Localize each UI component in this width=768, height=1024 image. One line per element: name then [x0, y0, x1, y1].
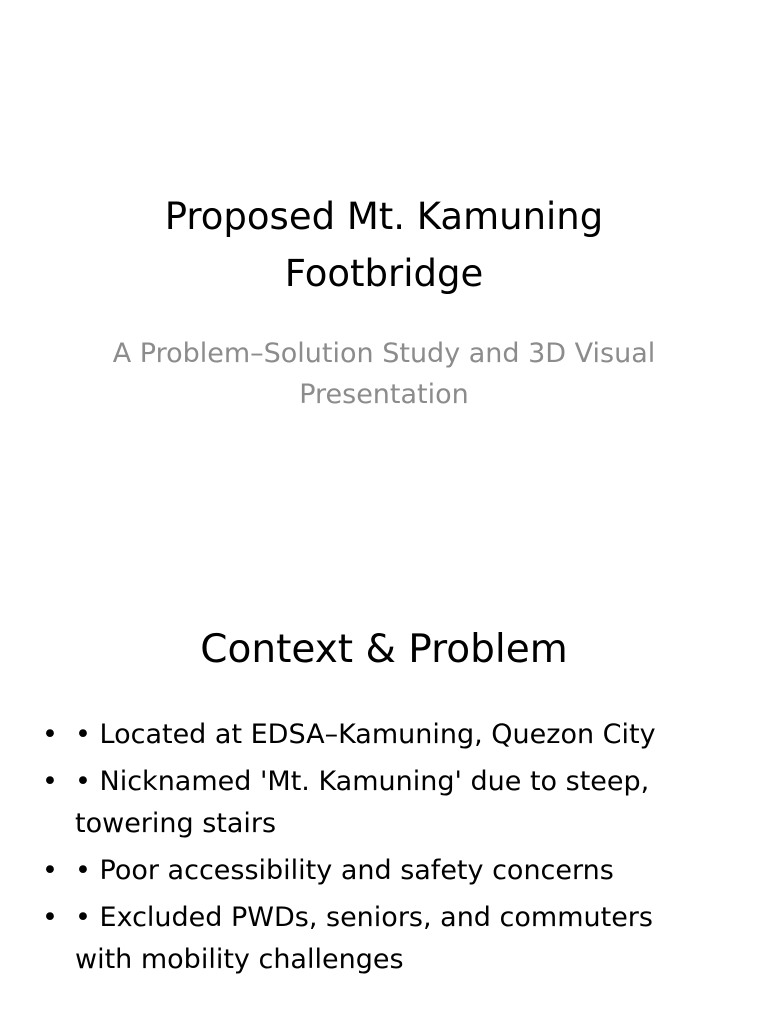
slide-title: Context & Problem — [200, 627, 568, 672]
slide-title: Proposed Mt. Kamuning Footbridge — [164, 195, 604, 295]
bullet-marker: • — [42, 766, 58, 797]
bullet-item — [38, 761, 718, 845]
bullet-item — [38, 714, 718, 756]
bullet-text: • Nicknamed 'Mt. Kamuning' due to steep, towering stairs — [75, 766, 650, 839]
bullet-item — [38, 897, 718, 981]
bullet-marker: • — [42, 719, 58, 750]
bullet-list — [38, 714, 718, 986]
bullet-marker: • — [42, 855, 58, 886]
bullet-item — [38, 850, 718, 892]
context-problem-slide — [0, 576, 768, 1024]
slide-subtitle: A Problem–Solution Study and 3D Visual Presentation — [112, 338, 656, 410]
bullet-marker: • — [42, 902, 58, 933]
bullet-text: • Located at EDSA–Kamuning, Quezon City — [75, 719, 656, 750]
bullet-text: • Poor accessibility and safety concerns — [75, 855, 614, 886]
bullet-text: • Excluded PWDs, seniors, and commuters with mobility challenges — [75, 902, 653, 975]
